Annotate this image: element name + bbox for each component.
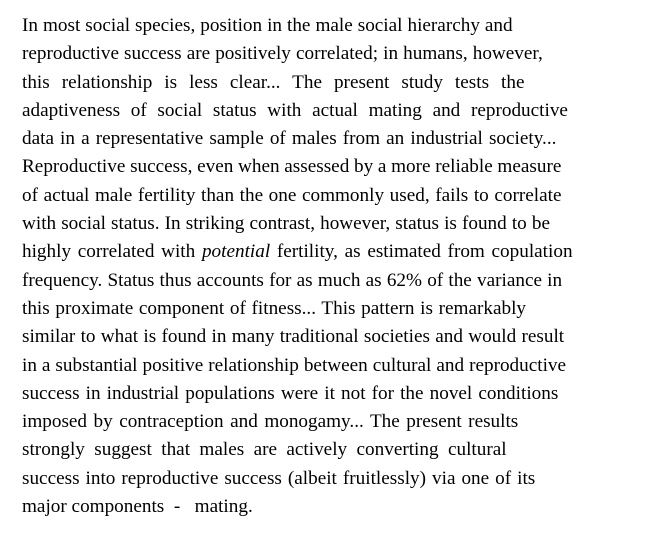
text-run: highly correlated with [22, 241, 202, 263]
emphasized-word: potential [201, 241, 271, 263]
text-line: In most social species, position in the male social hierarchy and [22, 15, 513, 36]
text-line: with social status. In striking contrast, however, status is found to be [22, 213, 550, 235]
text-line: success in industrial populations were it not for the novel conditions [22, 382, 559, 404]
text-run: fertility, as estimated from copulation [270, 241, 573, 263]
text-line: this proximate component of fitness... This pattern is remarkably [22, 297, 527, 319]
text-line: strongly suggest that males are actively converting cultural [22, 439, 507, 461]
text-line: major components - mating. [22, 496, 253, 518]
text-line: in a substantial positive relationship between cultural and reproductive [22, 354, 567, 376]
text-line: success into reproductive success (albeit fruitlessly) via one of its [22, 467, 536, 489]
text-line: this relationship is less clear... The present study tests the [22, 71, 525, 93]
text-line: reproductive success are positively correlated; in humans, however, [22, 43, 543, 65]
text-line: imposed by contraception and monogamy... The present results [22, 411, 519, 433]
text-line: data in a representative sample of males from an industrial society... [22, 128, 557, 150]
text-line: Reproductive success, even when assessed by a more reliable measure [22, 156, 562, 178]
text-line: frequency. Status thus accounts for as much as 62% of the variance in [22, 269, 563, 291]
text-line: adaptiveness of social status with actual mating and reproductive [22, 99, 568, 121]
text-line: similar to what is found in many traditional societies and would result [22, 326, 565, 348]
text-line: of actual male fertility than the one commonly used, fails to correlate [22, 184, 562, 206]
text-line [22, 238, 662, 266]
abstract-text-block [22, 12, 662, 521]
